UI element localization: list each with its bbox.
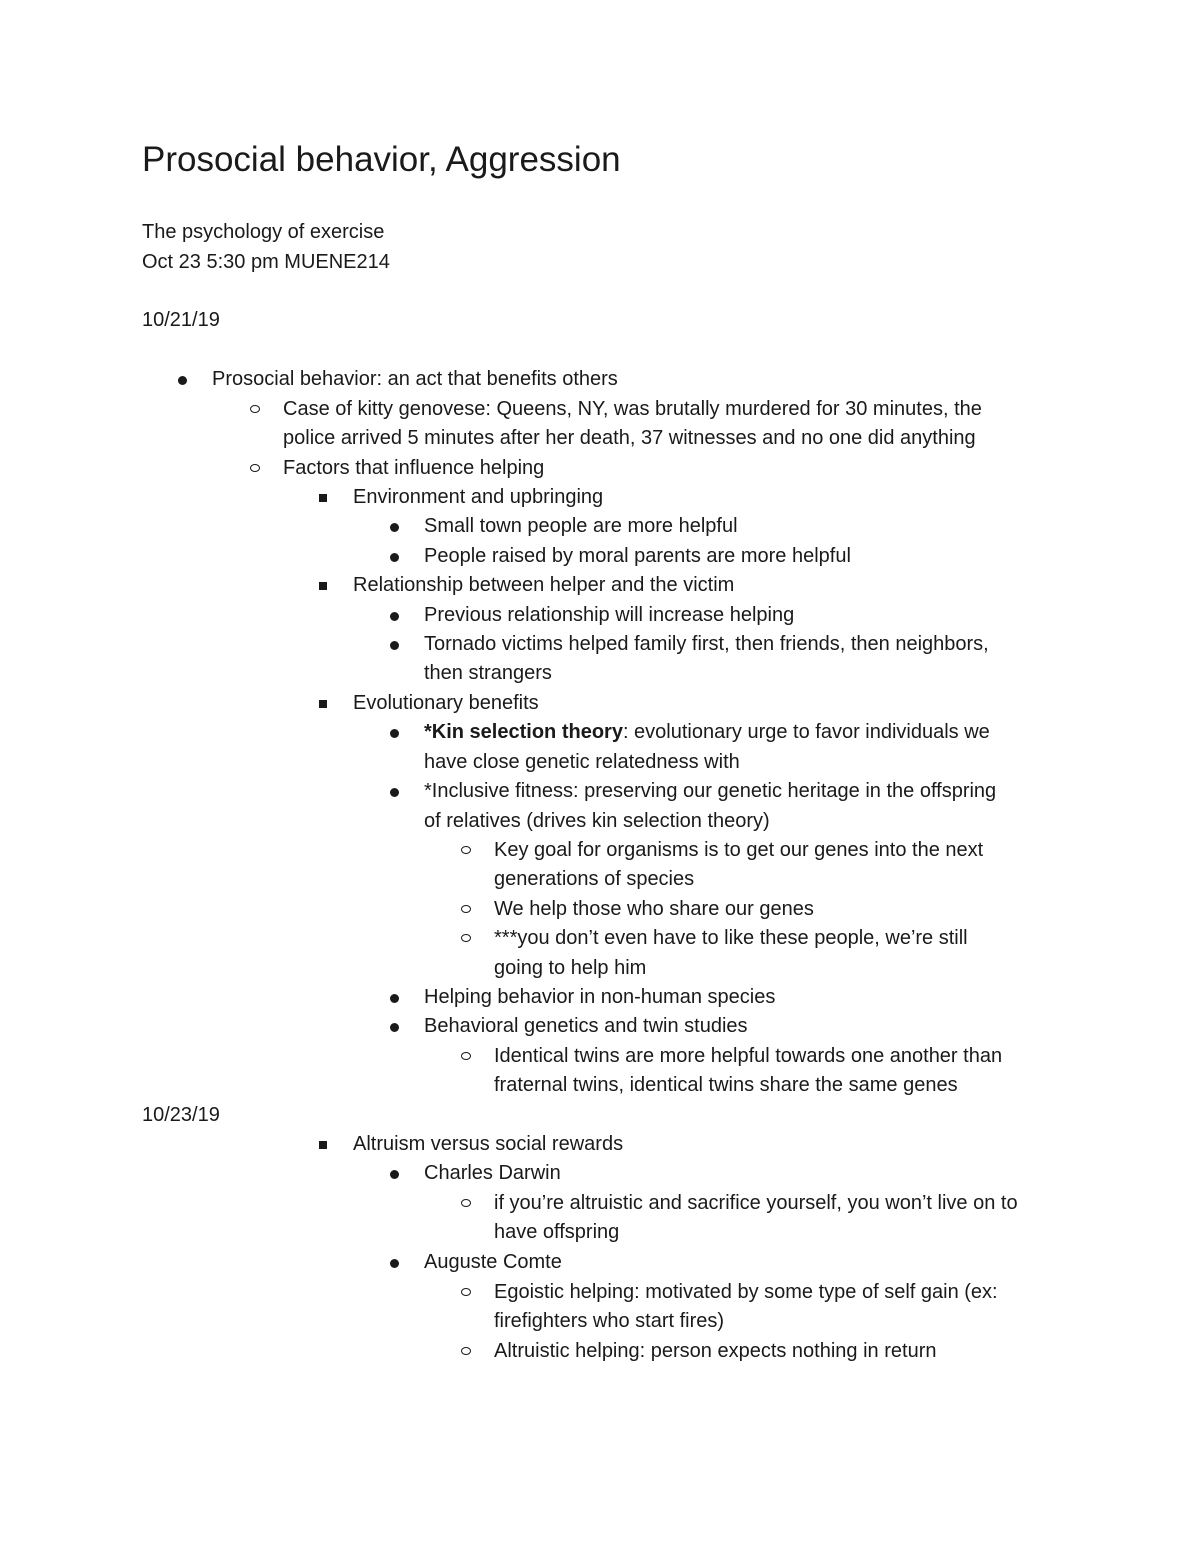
- list-item: Egoistic helping: motivated by some type of self gain (ex:: [494, 1281, 998, 1303]
- bullet-icon: [390, 729, 399, 738]
- bullet-icon: [390, 641, 399, 650]
- list-item: Identical twins are more helpful towards one another than: [494, 1045, 1003, 1067]
- list-item-continued: have offspring: [494, 1221, 620, 1243]
- bullet-icon: [390, 553, 399, 562]
- square-bullet-icon: [319, 494, 327, 502]
- circle-bullet-icon: [461, 1288, 471, 1296]
- bullet-icon: [390, 612, 399, 621]
- bullet-icon: [390, 994, 399, 1003]
- list-item-continued: going to help him: [494, 957, 647, 979]
- list-item-continued: police arrived 5 minutes after her death, 37 witnesses and no one did anything: [283, 427, 976, 449]
- circle-bullet-icon: [461, 1199, 471, 1207]
- list-item: Charles Darwin: [424, 1162, 561, 1184]
- list-item: Case of kitty genovese: Queens, NY, was brutally murdered for 30 minutes, the: [283, 398, 982, 420]
- event-line: Oct 23 5:30 pm MUENE214: [142, 251, 390, 273]
- subtitle-line: The psychology of exercise: [142, 221, 385, 243]
- list-item: Evolutionary benefits: [353, 692, 539, 714]
- list-item: if you’re altruistic and sacrifice yourself, you won’t live on to: [494, 1192, 1018, 1214]
- list-item-continued: have close genetic relatedness with: [424, 751, 740, 773]
- bullet-icon: [390, 1259, 399, 1268]
- term-definition: : evolutionary urge to favor individuals we: [622, 721, 990, 743]
- circle-bullet-icon: [250, 405, 260, 413]
- list-item: Previous relationship will increase helping: [424, 604, 795, 626]
- list-item-continued: of relatives (drives kin selection theory): [424, 810, 770, 832]
- list-item: Small town people are more helpful: [424, 515, 738, 537]
- square-bullet-icon: [319, 1141, 327, 1149]
- bullet-icon: [390, 1170, 399, 1179]
- bullet-icon: [390, 1023, 399, 1032]
- bold-term: *Kin selection theory: [424, 721, 623, 743]
- list-item: Altruistic helping: person expects nothing in return: [494, 1340, 937, 1362]
- circle-bullet-icon: [461, 846, 471, 854]
- circle-bullet-icon: [250, 464, 260, 472]
- circle-bullet-icon: [461, 905, 471, 913]
- bullet-icon: [390, 523, 399, 532]
- date-heading: 10/23/19: [142, 1104, 220, 1126]
- list-item: [424, 718, 990, 748]
- list-item: Tornado victims helped family first, then friends, then neighbors,: [424, 633, 989, 655]
- list-item: Key goal for organisms is to get our genes into the next: [494, 839, 984, 861]
- page-title: Prosocial behavior, Aggression: [142, 140, 621, 179]
- list-item: We help those who share our genes: [494, 898, 814, 920]
- list-item: Behavioral genetics and twin studies: [424, 1015, 748, 1037]
- list-item-continued: fraternal twins, identical twins share the same genes: [494, 1074, 958, 1096]
- list-item: Helping behavior in non-human species: [424, 986, 776, 1008]
- list-item: Auguste Comte: [424, 1251, 562, 1273]
- list-item: ***you don’t even have to like these people, we’re still: [494, 927, 968, 949]
- list-item: Altruism versus social rewards: [353, 1133, 624, 1155]
- square-bullet-icon: [319, 582, 327, 590]
- circle-bullet-icon: [461, 1052, 471, 1060]
- circle-bullet-icon: [461, 934, 471, 942]
- square-bullet-icon: [319, 700, 327, 708]
- circle-bullet-icon: [461, 1347, 471, 1355]
- list-item: Relationship between helper and the victim: [353, 574, 735, 596]
- list-item-continued: firefighters who start fires): [494, 1310, 725, 1332]
- list-item: Factors that influence helping: [283, 457, 545, 479]
- list-item: People raised by moral parents are more helpful: [424, 545, 851, 567]
- list-item-continued: then strangers: [424, 662, 552, 684]
- list-item: Prosocial behavior: an act that benefits others: [212, 368, 618, 390]
- list-item: *Inclusive fitness: preserving our genetic heritage in the offspring: [424, 780, 997, 802]
- bullet-icon: [178, 376, 187, 385]
- list-item: Environment and upbringing: [353, 486, 604, 508]
- list-item-continued: generations of species: [494, 868, 695, 890]
- date-heading: 10/21/19: [142, 309, 220, 331]
- bullet-icon: [390, 788, 399, 797]
